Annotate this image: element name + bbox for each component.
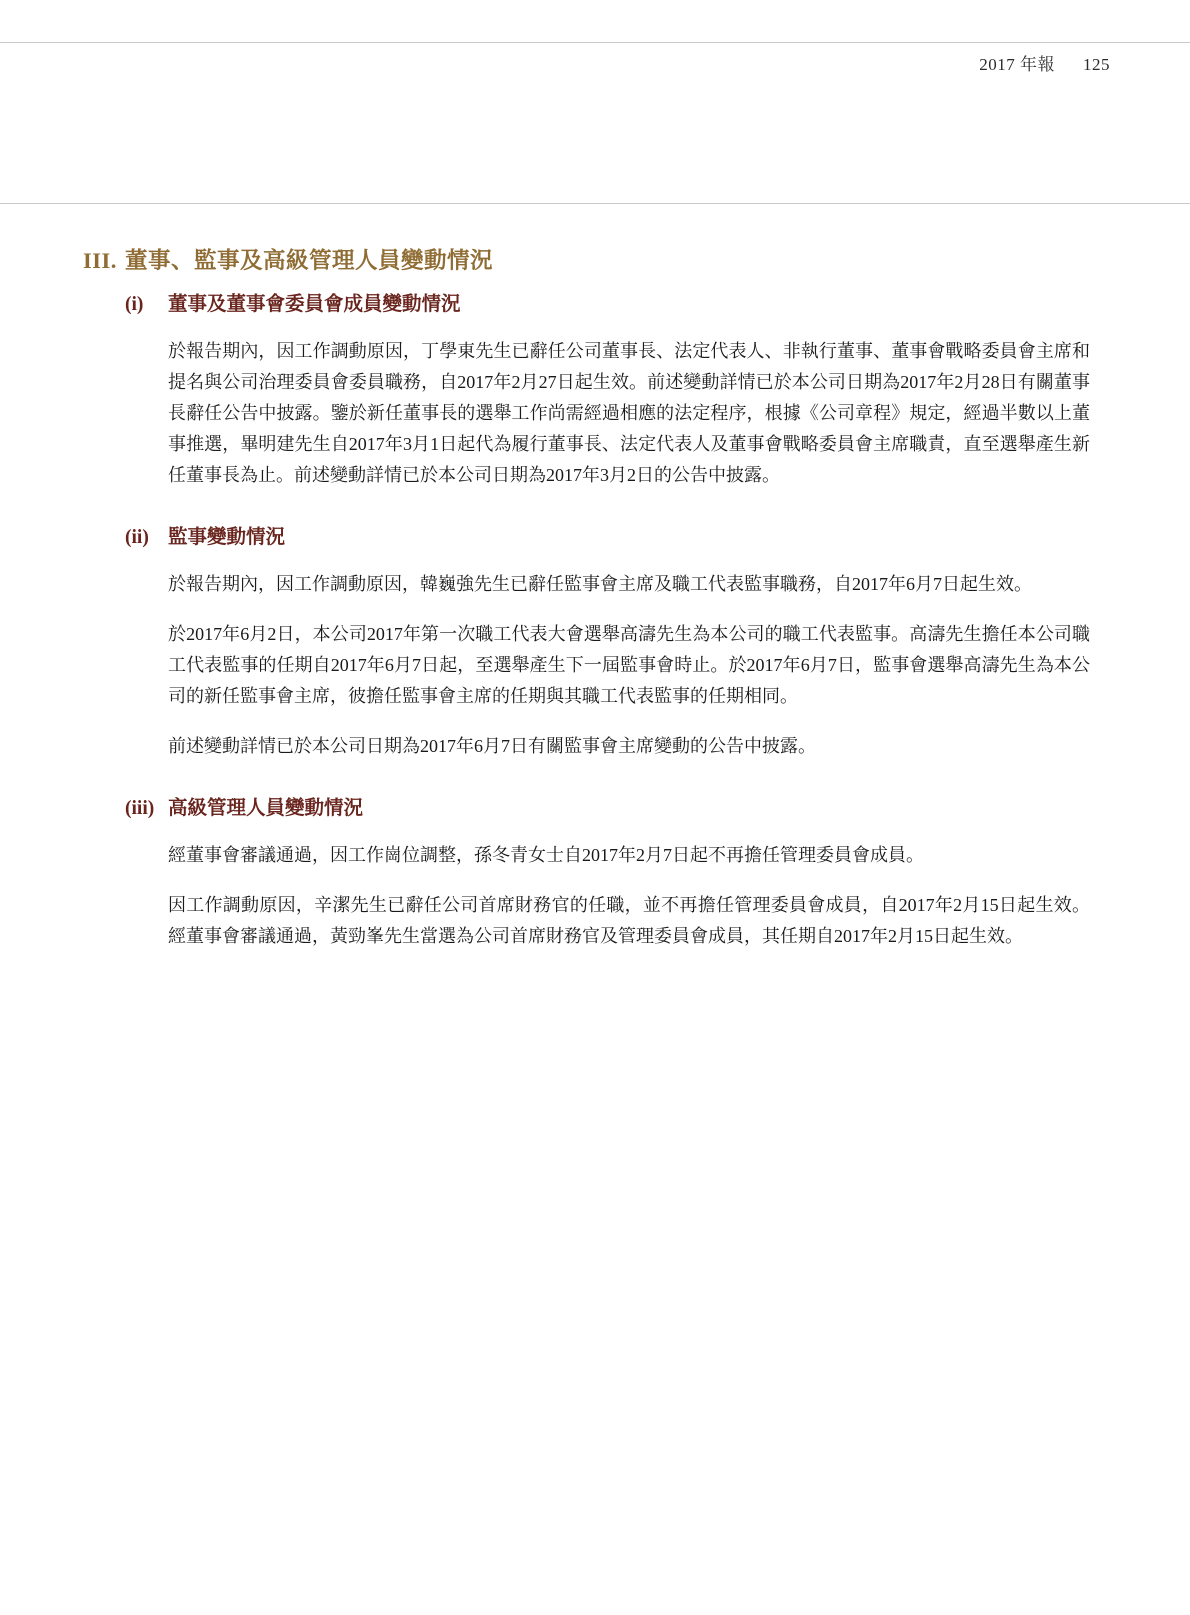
section-heading	[83, 243, 1108, 275]
subsection-supervisors-changes	[125, 521, 1108, 762]
subsection-number: (ii)	[125, 527, 149, 548]
subsection-title: 董事及董事會委員會成員變動情況	[168, 294, 461, 315]
page-number: 125	[1083, 55, 1110, 74]
main-content	[83, 203, 1108, 952]
body-paragraph: 於報告期內，因工作調動原因，韓巍強先生已辭任監事會主席及職工代表監事職務，自2017年6月7日起生效。	[168, 574, 1032, 594]
section-number: III.	[83, 248, 117, 273]
section-title: 董事、監事及高級管理人員變動情況	[125, 248, 494, 273]
report-title: 2017 年報	[979, 55, 1055, 74]
subsection-senior-management-changes	[125, 792, 1108, 952]
subsection-heading	[125, 792, 1108, 820]
subsection-heading	[125, 288, 1108, 316]
subsection-title: 監事變動情況	[168, 527, 286, 548]
body-paragraph: 於2017年6月2日，本公司2017年第一次職工代表大會選舉高濤先生為本公司的職工代表監事。高濤先生擔任本公司職工代表監事的任期自2017年6月7日起，至選舉產生下一屆監事會時止。於2017年6月7日，監事會選舉高濤先生為本公司的新任監事會主席，彼擔任監事會主席的任期與其職工代表監事的任期相同。	[168, 624, 1090, 706]
body-paragraph: 經董事會審議通過，因工作崗位調整，孫冬青女士自2017年2月7日起不再擔任管理委員會成員。	[168, 845, 924, 865]
header-top-rule	[0, 42, 1190, 43]
page-header	[979, 50, 1110, 75]
subsection-title: 高級管理人員變動情況	[168, 798, 364, 819]
subsection-number: (iii)	[125, 798, 155, 819]
body-paragraph: 前述變動詳情已於本公司日期為2017年6月7日有關監事會主席變動的公告中披露。	[168, 736, 816, 756]
body-paragraph: 因工作調動原因，辛潔先生已辭任公司首席財務官的任職，並不再擔任管理委員會成員，自2017年2月15日起生效。經董事會審議通過，黃勁峯先生當選為公司首席財務官及管理委員會成員，其任期自2017年2月15日起生效。	[168, 895, 1090, 946]
subsection-heading	[125, 521, 1108, 549]
subsection-directors-changes	[125, 288, 1108, 491]
subsection-number: (i)	[125, 294, 144, 315]
body-paragraph: 於報告期內，因工作調動原因，丁學東先生已辭任公司董事長、法定代表人、非執行董事、董事會戰略委員會主席和提名與公司治理委員會委員職務，自2017年2月27日起生效。前述變動詳情已於本公司日期為2017年2月28日有關董事長辭任公告中披露。鑒於新任董事長的選舉工作尚需經過相應的法定程序，根據《公司章程》規定，經過半數以上董事推選，畢明建先生自2017年3月1日起代為履行董事長、法定代表人及董事會戰略委員會主席職責，直至選舉產生新任董事長為止。前述變動詳情已於本公司日期為2017年3月2日的公告中披露。	[168, 341, 1090, 485]
